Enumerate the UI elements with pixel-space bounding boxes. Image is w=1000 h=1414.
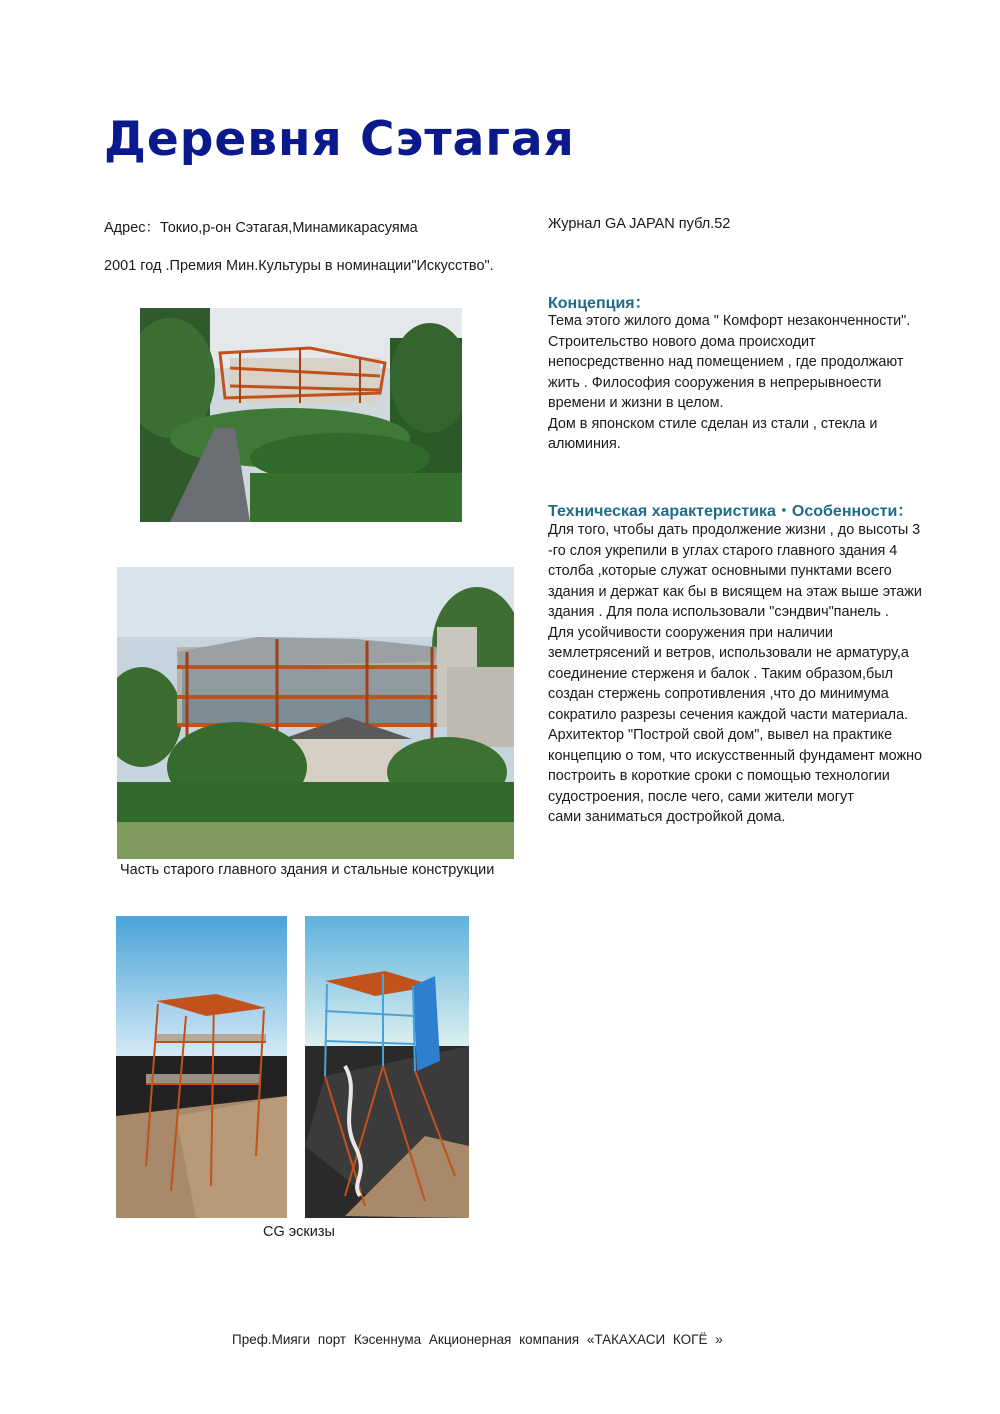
- journal-line: Журнал GA JAPAN публ.52: [548, 216, 731, 232]
- technical-text: Для того, чтобы дать продолжение жизни , до высоты 3 -го слоя укрепили в углах старого главного здания 4 столба ,которые служат основными пунктами всего здания и держат как бы в висящем на этаж выше этажи здания . Для пола использовали "сэндвич"панель . Для усойчивости сооружения при наличии землетрясений и ветров, использовали не арматуру,а соединение стерженя и балок . Таким образом,был создан стержень сопротивления ,что до минимума сократило разрезы сечения каждой части материала. Архитектор "Построй свой дом", вывел на практике концепцию о том, что искусственный фундамент можно построить в короткие сроки с помощью технологии судостроения, после чего, сами жители могут сами заниматься достройкой дома.: [548, 522, 923, 825]
- award-line: 2001 год .Премия Мин.Культуры в номинации"Искусство".: [104, 258, 494, 274]
- footer-company: Преф.Мияги порт Кэсеннума Акционерная компания «ТАКАХАСИ КОГЁ »: [232, 1332, 723, 1347]
- cg-sketch-1: [116, 916, 287, 1218]
- cg-sketch-2: [305, 916, 469, 1218]
- concept-text: Тема этого жилого дома " Комфорт незаконченности". Строительство нового дома происходит непосредственно над помещением , где продолжают жить . Философия сооружения в непрерывноести времени и жизни в целом. Дом в японском стиле сделан из стали , стекла и алюминия.: [548, 313, 911, 452]
- street-view-photo: [140, 308, 462, 522]
- concept-heading: Концепция：: [548, 295, 651, 312]
- technical-heading: Техническая характеристика・Особенности：: [548, 503, 914, 520]
- page-title: Деревня Сэтагая: [104, 112, 575, 167]
- address-line: Адрес：Токио,р-он Сэтагая,Минамикарасуяма: [104, 220, 418, 236]
- cg-caption: CG эскизы: [263, 1224, 335, 1240]
- main-building-photo: [117, 567, 514, 859]
- main-building-caption: Часть старого главного здания и стальные конструкции: [120, 862, 495, 878]
